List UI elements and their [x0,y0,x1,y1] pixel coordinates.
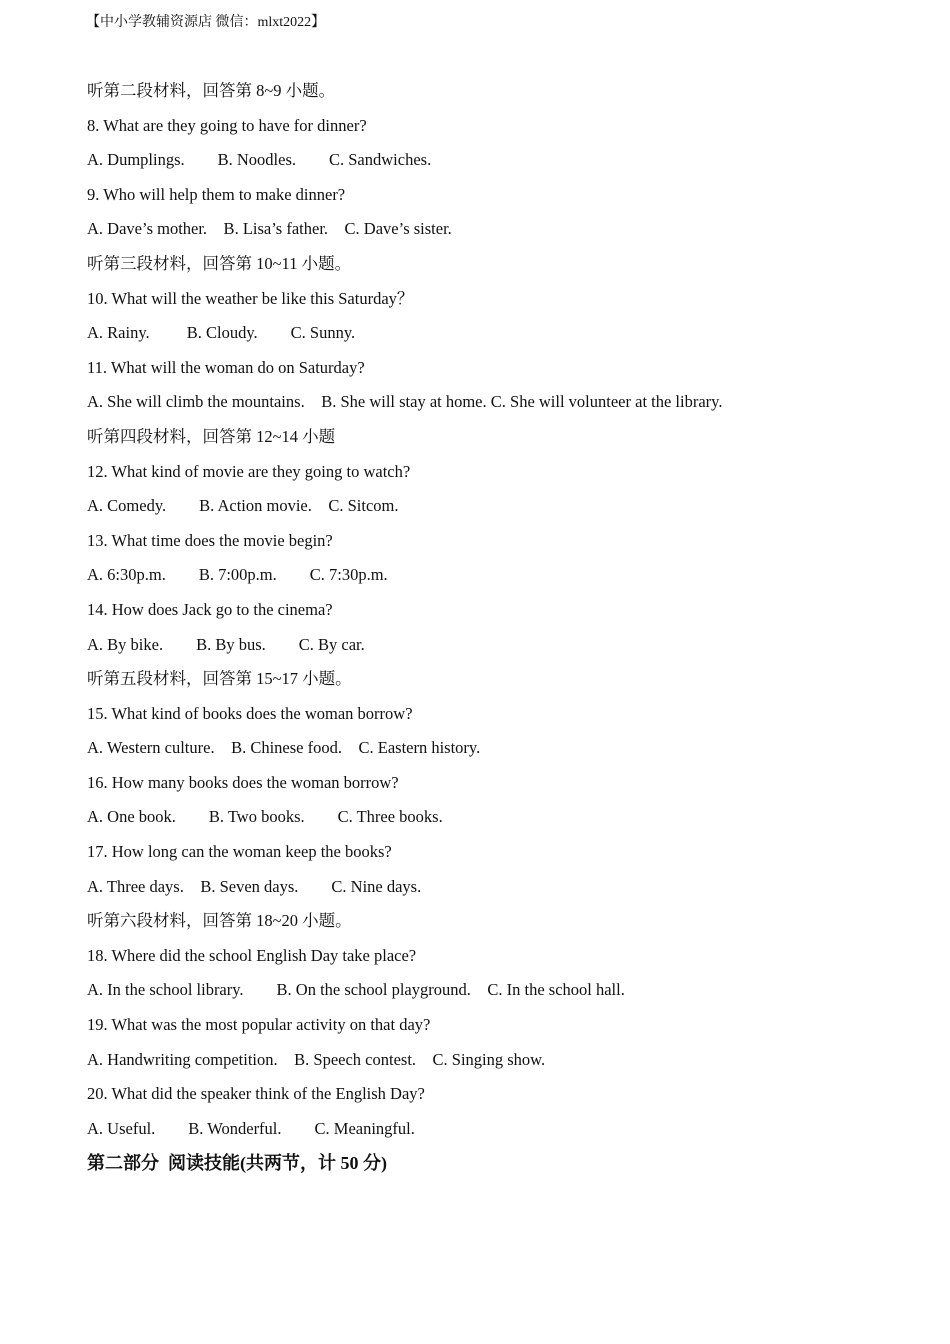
options-20: A. Useful. B. Wonderful. C. Meaningful. [87,1118,415,1138]
exam-content [87,80,907,1175]
section-instruction: 听第三段材料，回答第 10~11 小题。 [87,253,352,273]
question-19: 19. What was the most popular activity on that day? [87,1015,431,1035]
options-18: A. In the school library. B. On the school playground. C. In the school hall. [87,980,625,1000]
section-instruction: 听第四段材料，回答第 12~14 小题 [87,426,336,446]
options-15: A. Western culture. B. Chinese food. C. Eastern history. [87,738,481,758]
options-10: A. Rainy. B. Cloudy. C. Sunny. [87,323,356,343]
options-12: A. Comedy. B. Action movie. C. Sitcom. [87,496,399,516]
section-instruction: 听第五段材料，回答第 15~17 小题。 [87,669,352,689]
options-19: A. Handwriting competition. B. Speech contest. C. Singing show. [87,1049,546,1069]
section-instruction: 听第六段材料，回答第 18~20 小题。 [87,911,352,931]
options-8: A. Dumplings. B. Noodles. C. Sandwiches. [87,150,432,170]
options-14: A. By bike. B. By bus. C. By car. [87,634,365,654]
question-10: 10. What will the weather be like this Saturday？ [87,288,414,308]
section-instruction: 听第二段材料，回答第 8~9 小题。 [87,81,336,100]
question-15: 15. What kind of books does the woman borrow? [87,703,413,723]
question-12: 12. What kind of movie are they going to watch? [87,461,411,481]
question-9: 9. Who will help them to make dinner? [87,184,346,204]
options-13: A. 6:30p.m. B. 7:00p.m. C. 7:30p.m. [87,565,388,585]
options-17: A. Three days. B. Seven days. C. Nine days. [87,876,422,896]
options-16: A. One book. B. Two books. C. Three books. [87,807,443,827]
question-13: 13. What time does the movie begin? [87,530,333,550]
page-header: 【中小学教辅资源店 微信：mlxt2022】 [86,15,326,30]
part-two-heading: 第二部分 阅读技能(共两节，计 50 分) [87,1153,387,1174]
question-16: 16. How many books does the woman borrow? [87,772,399,792]
question-18: 18. Where did the school English Day take place? [87,945,417,965]
options-9: A. Dave’s mother. B. Lisa’s father. C. Dave’s sister. [87,219,452,239]
options-11: A. She will climb the mountains. B. She will stay at home. C. She will volunteer at the library. [87,392,723,412]
question-8: 8. What are they going to have for dinner? [87,115,367,135]
question-20: 20. What did the speaker think of the English Day? [87,1084,425,1104]
question-11: 11. What will the woman do on Saturday? [87,357,365,377]
question-17: 17. How long can the woman keep the books? [87,842,392,862]
question-14: 14. How does Jack go to the cinema? [87,599,333,619]
